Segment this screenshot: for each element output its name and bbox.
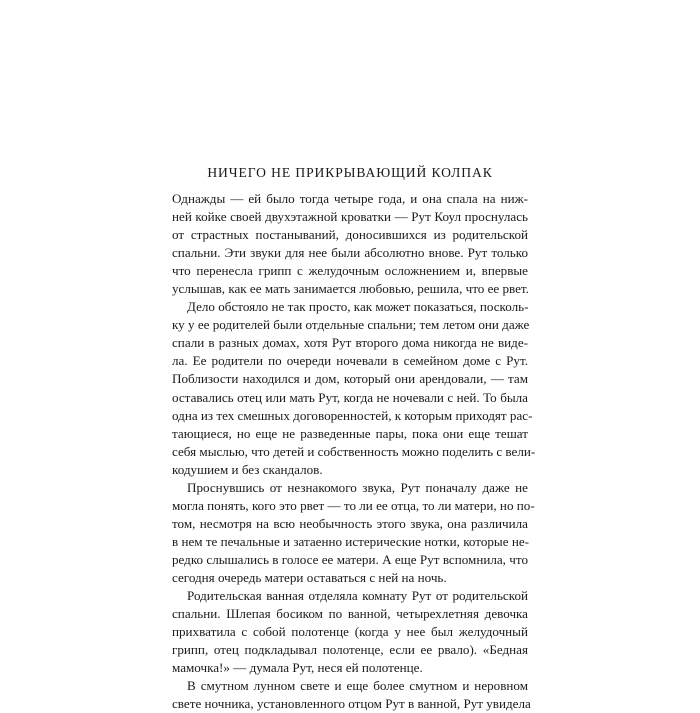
text-line: свете ночника, установленного отцом Рут в ванной, Рут увидела	[172, 696, 531, 712]
text-line: прихватила с собой полотенце (когда у нее был желудочный	[172, 624, 528, 640]
text-line: В смутном лунном свете и еще более смутном и неровном	[187, 678, 528, 694]
text-line: том, несмотря на всю необычность этого звука, она различила	[172, 515, 528, 531]
text-line: Дело обстояло не так просто, как может показаться, посколь-	[187, 299, 529, 315]
text-line: что перенесла грипп с желудочным осложнением и, впервые	[172, 263, 528, 279]
text-line: ку у ее родителей были отдельные спальни; тем летом они даже	[172, 317, 530, 333]
text-line: могла понять, кого это рвет — то ли ее отца, то ли матери, но по-	[172, 497, 535, 513]
body-text	[172, 190, 536, 713]
text-line: услышав, как ее мать занимается любовью, решила, что ее рвет.	[172, 281, 529, 297]
text-line: одна из тех смешных договоренностей, к которым приходят рас-	[172, 407, 533, 423]
text-line: в нем те печальные и затаенно истерические нотки, которые не-	[172, 533, 529, 549]
text-line: спали в разных домах, хотя Рут второго дома никогда не виде-	[172, 335, 528, 351]
text-line: тающиеся, но еще не разведенные пары, пока они еще тешат	[172, 425, 528, 441]
text-line: Однажды — ей было тогда четыре года, и она спала на ниж-	[172, 191, 528, 206]
text-line: ней койке своей двухэтажной кроватки — Рут Коул проснулась	[172, 209, 528, 225]
text-line: спальни. Эти звуки для нее были абсолютно внове. Рут только	[172, 245, 528, 261]
text-line: сегодня очередь матери оставаться с ней на ночь.	[172, 569, 447, 585]
text-line: кодушием и без скандалов.	[172, 461, 323, 477]
text-line: оставались отец или мать Рут, когда не ночевали с ней. То была	[172, 389, 528, 405]
text-line: себя мыслью, что детей и собственность можно поделить с вели-	[172, 443, 536, 459]
text-line: редко слышались в голосе ее матери. А еще Рут вспомнила, что	[172, 551, 528, 567]
text-line: ла. Ее родители по очереди ночевали в семейном доме с Рут.	[172, 353, 528, 369]
text-line: Проснувшись от незнакомого звука, Рут поначалу даже не	[187, 479, 528, 495]
text-line: Поблизости находился и дом, который они арендовали, — там	[172, 371, 528, 387]
text-line: от страстных постанываний, доносившихся из родительской	[172, 227, 528, 243]
text-line: грипп, отец подкладывал полотенце, если ее рвало). «Бедная	[172, 642, 528, 658]
chapter-title: НИЧЕГО НЕ ПРИКРЫВАЮЩИЙ КОЛПАК	[207, 165, 493, 180]
text-line: мамочка!» — думала Рут, неся ей полотенце.	[172, 660, 423, 676]
text-line: спальни. Шлепая босиком по ванной, четырехлетняя девочка	[172, 606, 528, 622]
text-line: Родительская ванная отделяла комнату Рут от родительской	[187, 588, 528, 604]
